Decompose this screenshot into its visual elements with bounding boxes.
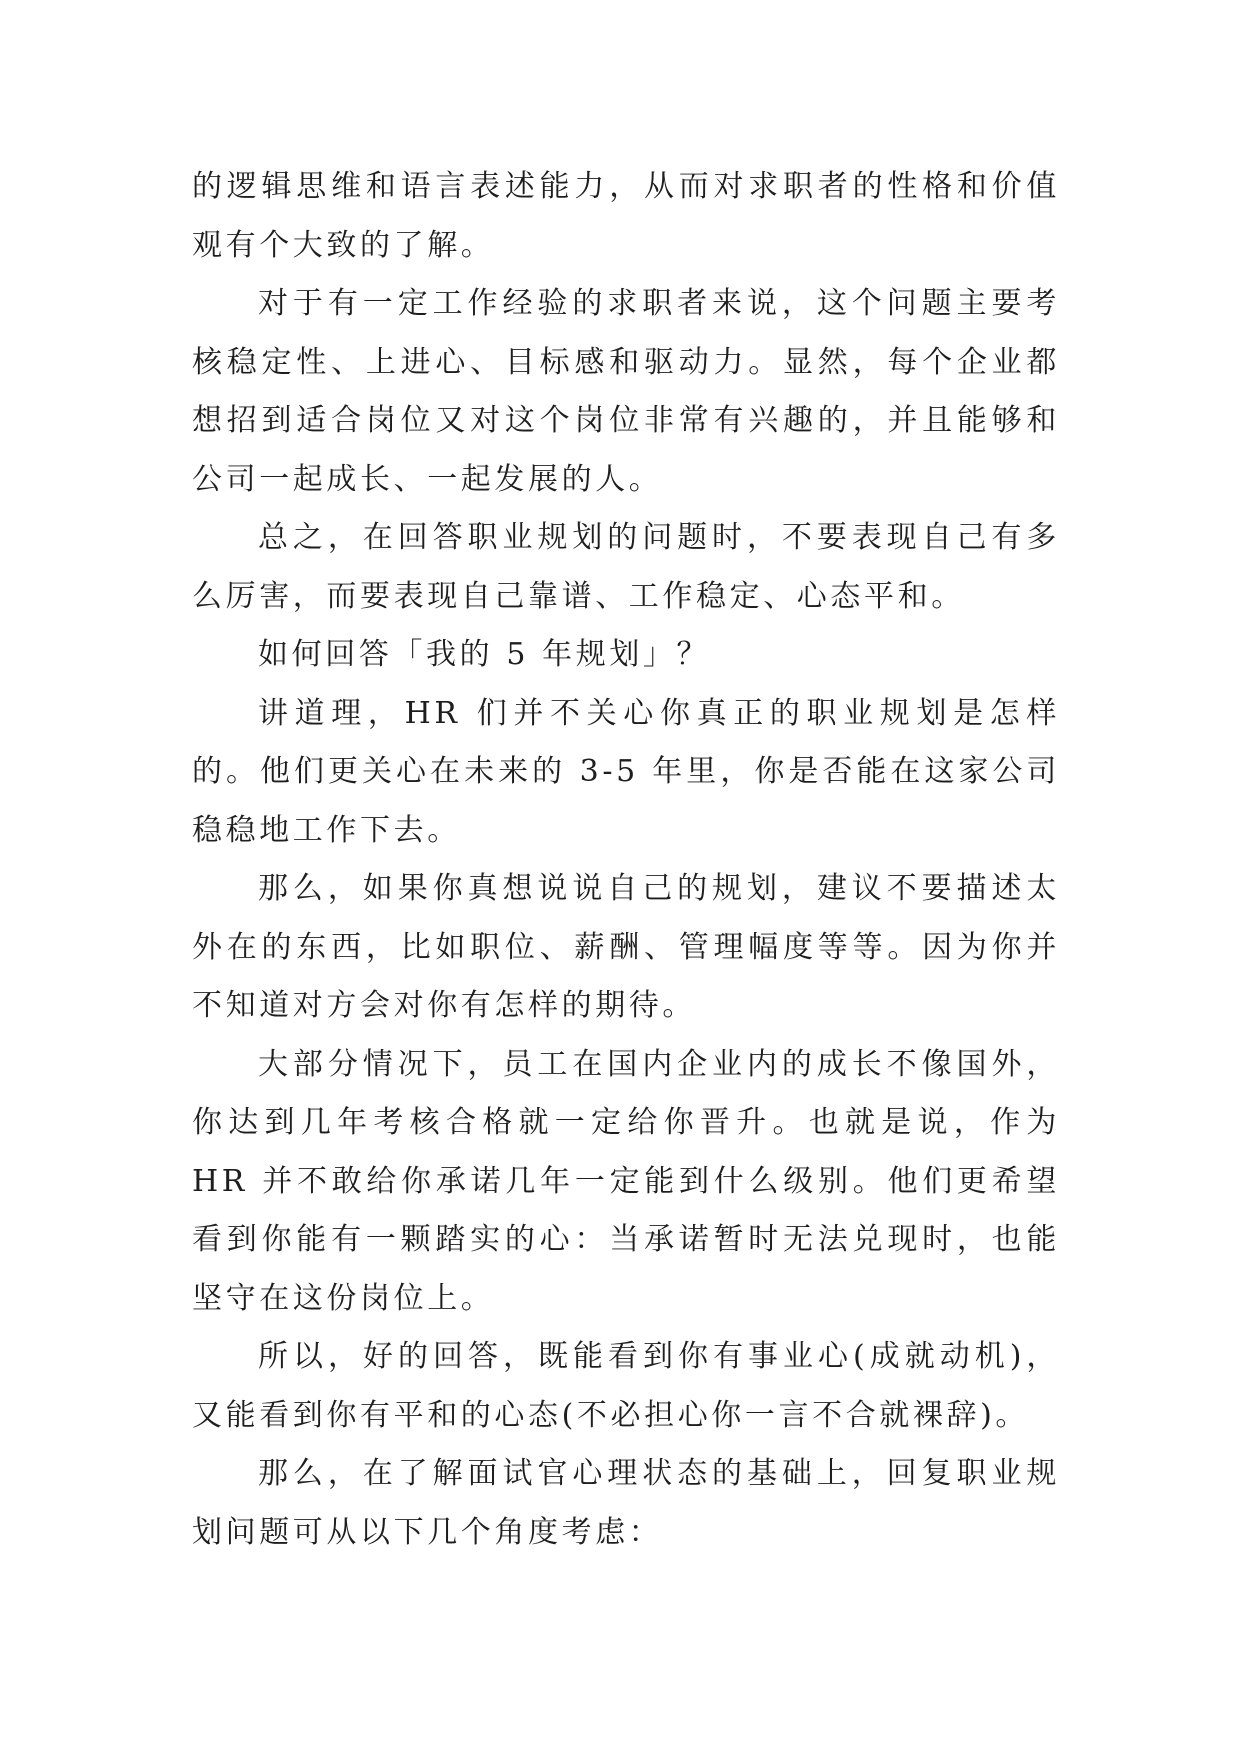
paragraph-6: 那么，如果你真想说说自己的规划，建议不要描述太外在的东西，比如职位、薪酬、管理幅度等等。因为你并不知道对方会对你有怎样的期待。 [192, 871, 1060, 1023]
paragraph-2: 对于有一定工作经验的求职者来说，这个问题主要考核稳定性、上进心、目标感和驱动力。显然，每个企业都想招到适合岗位又对这个岗位非常有兴趣的，并且能够和公司一起成长、一起发展的人。 [192, 286, 1060, 497]
paragraph-7: 大部分情况下，员工在国内企业内的成长不像国外，你达到几年考核合格就一定给你晋升。也就是说，作为 HR 并不敢给你承诺几年一定能到什么级别。他们更希望看到你能有一颗踏实的心：当承诺暂时无法兑现时，也能坚守在这份岗位上。 [192, 1046, 1060, 1316]
paragraph-5: 讲道理，HR 们并不关心你真正的职业规划是怎样的。他们更关心在未来的 3-5 年里，你是否能在这家公司稳稳地工作下去。 [192, 695, 1060, 848]
paragraph-9: 那么，在了解面试官心理状态的基础上，回复职业规划问题可从以下几个角度考虑： [192, 1456, 1060, 1550]
paragraph-4-heading: 如何回答「我的 5 年规划」？ [258, 637, 711, 672]
paragraph-3: 总之，在回答职业规划的问题时，不要表现自己有多么厉害，而要表现自己靠谱、工作稳定、心态平和。 [192, 520, 1060, 614]
document-body [192, 158, 1060, 1562]
paragraph-1: 的逻辑思维和语言表述能力，从而对求职者的性格和价值观有个大致的了解。 [192, 169, 1060, 263]
paragraph-8: 所以，好的回答，既能看到你有事业心(成就动机)，又能看到你有平和的心态(不必担心你一言不合就裸辞)。 [192, 1339, 1060, 1433]
